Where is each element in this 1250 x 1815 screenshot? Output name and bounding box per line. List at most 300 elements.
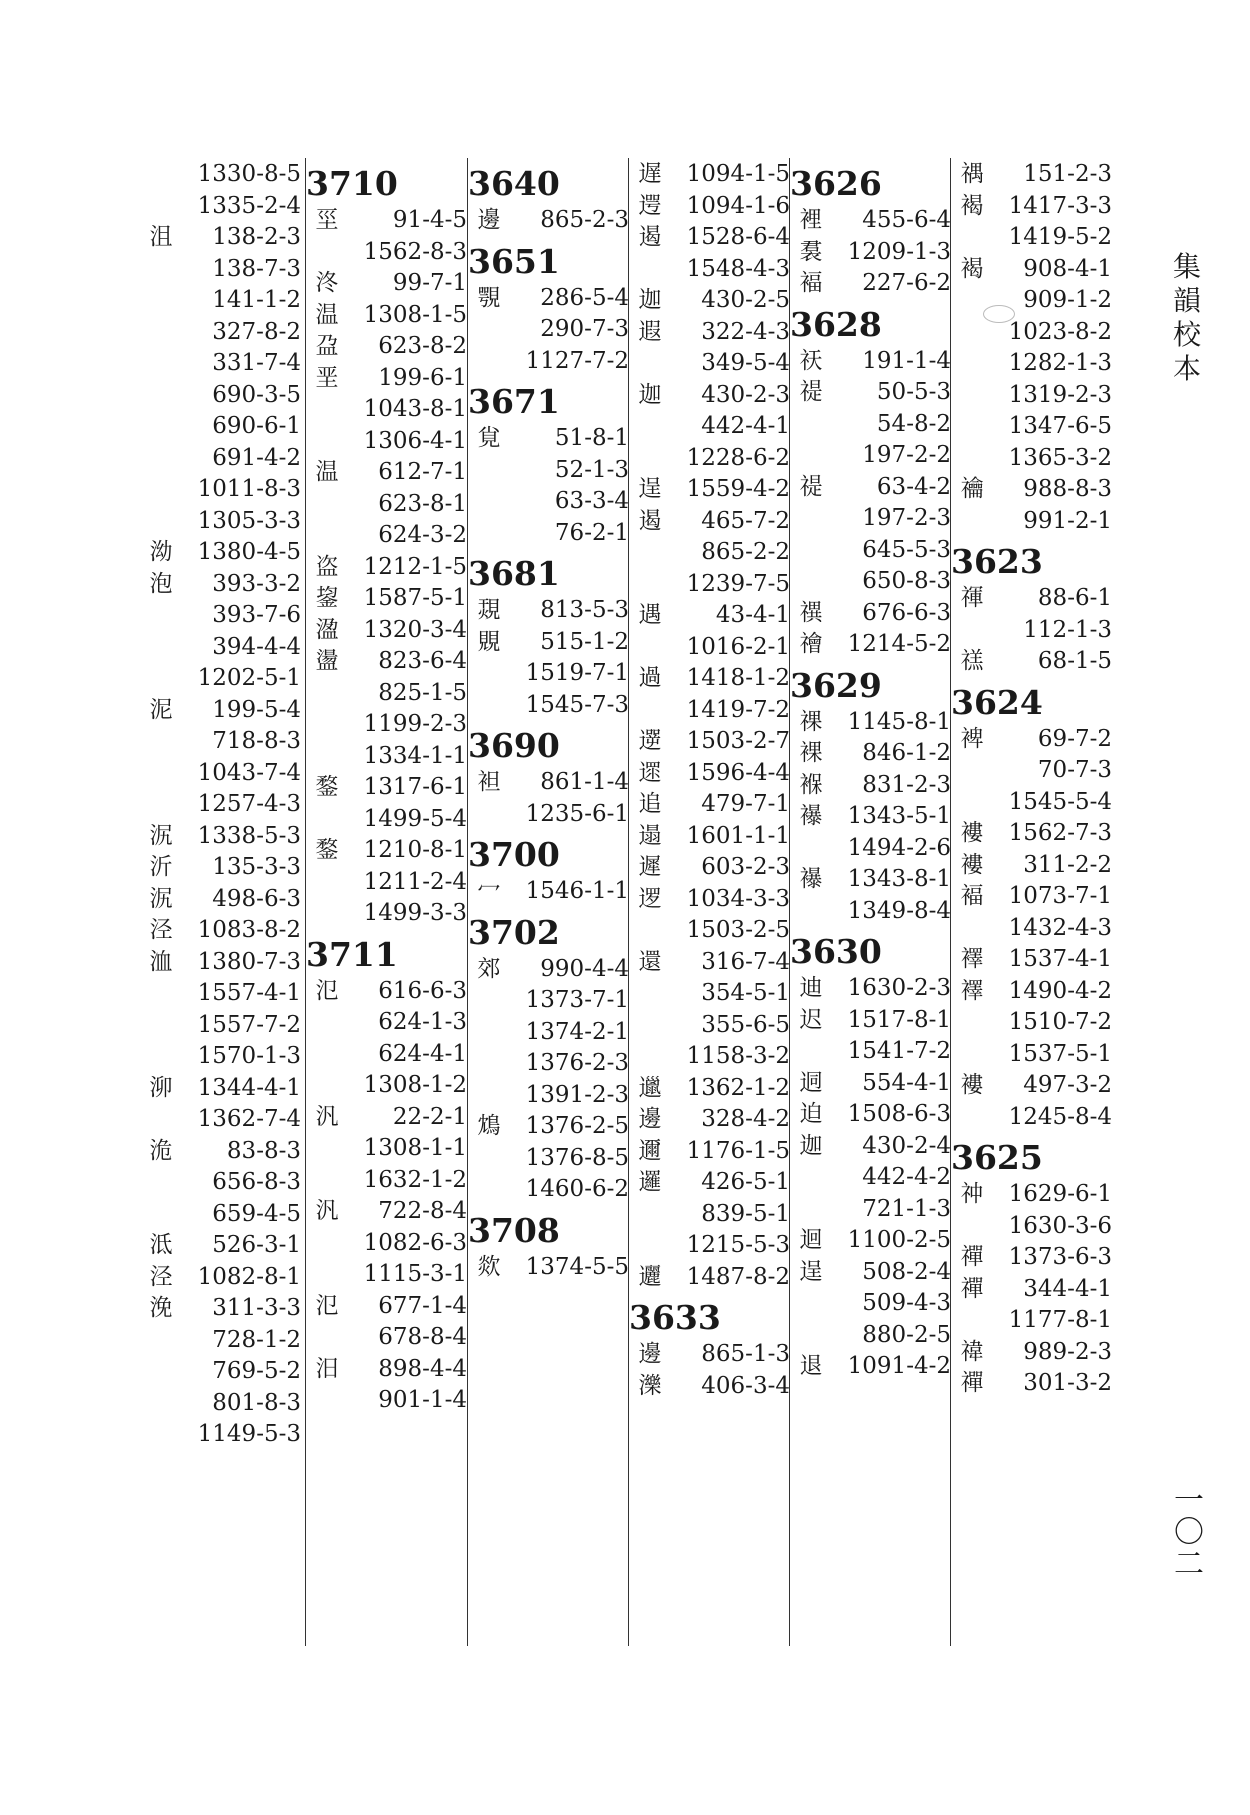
headword-character: 泡 (149, 570, 173, 597)
headword-character: 泾 (149, 1263, 173, 1290)
page-reference: 1559-4-2 (686, 476, 790, 502)
page-reference: 498-6-3 (212, 885, 301, 912)
page-reference: 151-2-3 (1023, 161, 1112, 187)
page-reference: 813-5-3 (540, 597, 629, 623)
headword-character: 追 (638, 791, 662, 817)
headword-character: 袒 (477, 769, 501, 795)
section-heading: 3671 (468, 382, 560, 421)
page-reference: 1503-2-5 (686, 917, 790, 943)
page-reference: 1419-7-2 (686, 696, 790, 723)
headword-character: 覞 (477, 628, 501, 655)
page-reference: 1335-2-4 (197, 192, 301, 219)
headword-character: 遐 (638, 318, 662, 345)
page-reference: 624-1-3 (378, 1009, 467, 1035)
page-reference: 612-7-1 (378, 459, 467, 485)
headword-character: 禴 (960, 476, 984, 502)
page-reference: 1629-6-1 (1008, 1181, 1112, 1207)
headword-character: 泥 (149, 696, 173, 723)
page-reference: 1490-4-2 (1008, 977, 1112, 1004)
page-reference: 991-2-1 (1023, 507, 1112, 534)
page-reference: 690-6-1 (212, 413, 301, 439)
page-reference: 1460-6-2 (525, 1176, 629, 1202)
page-reference: 1149-5-3 (197, 1421, 301, 1447)
page-reference: 1228-6-2 (686, 444, 790, 471)
page-reference: 1215-5-3 (686, 1232, 790, 1258)
page-reference: 526-3-1 (212, 1232, 301, 1258)
page-reference: 1127-7-2 (525, 347, 629, 374)
headword-character: 禪 (960, 1244, 984, 1270)
headword-character: 遲 (638, 854, 662, 880)
headword-character: 迴 (799, 1227, 823, 1253)
page-reference: 69-7-2 (1037, 725, 1112, 752)
headword-character: 遏 (638, 507, 662, 534)
page-reference: 1508-6-3 (847, 1101, 951, 1127)
page-reference: 227-6-2 (862, 270, 951, 296)
page-reference: 1537-5-1 (1008, 1040, 1112, 1067)
page-reference: 1494-2-6 (847, 834, 951, 861)
headword-character: 邊 (638, 1106, 662, 1132)
page-reference: 801-8-3 (212, 1389, 301, 1416)
headword-character: 邐 (638, 1263, 662, 1290)
page-reference: 1317-6-1 (363, 774, 467, 800)
page-reference: 624-3-2 (378, 522, 467, 548)
page-reference: 430-2-3 (701, 381, 790, 408)
headword-character: 裠 (799, 238, 823, 265)
headword-character: 洈 (149, 1137, 173, 1164)
page-reference: 479-7-1 (701, 791, 790, 817)
headword-character: 襗 (960, 946, 984, 972)
page-reference: 1548-4-3 (686, 255, 790, 282)
page-reference: 1499-5-4 (363, 805, 467, 832)
page-reference: 509-4-3 (862, 1290, 951, 1316)
headword-character: 退 (799, 1353, 823, 1379)
page-reference: 1499-3-3 (363, 900, 467, 926)
page-reference: 54-8-2 (876, 410, 951, 437)
index-entry (629, 1259, 792, 1295)
page-reference: 1528-6-4 (686, 224, 790, 250)
index-entry (306, 895, 469, 931)
page-reference: 50-5-3 (876, 379, 951, 405)
page-reference: 1199-2-3 (363, 711, 467, 737)
page-reference: 1557-7-2 (197, 1011, 301, 1038)
page-reference: 311-2-2 (1023, 851, 1112, 878)
page-reference: 442-4-1 (701, 413, 790, 439)
page-reference: 1562-8-3 (363, 238, 467, 265)
page-reference: 1601-1-1 (686, 822, 790, 849)
index-entry (790, 893, 953, 929)
page-reference: 880-2-5 (862, 1321, 951, 1348)
page-reference: 331-7-4 (212, 350, 301, 376)
index-column (140, 160, 303, 1640)
page-reference: 1545-7-3 (525, 691, 629, 718)
page-reference: 1023-8-2 (1008, 318, 1112, 345)
headword-character: 浼 (149, 1295, 173, 1321)
index-entry (468, 873, 631, 909)
section-heading: 3640 (468, 164, 560, 203)
headword-character: 迦 (799, 1132, 823, 1159)
headword-character: 邋 (638, 1074, 662, 1101)
page-reference: 1510-7-2 (1008, 1009, 1112, 1035)
page-reference: 88-6-1 (1037, 585, 1112, 611)
page-reference: 1343-8-1 (847, 866, 951, 892)
headword-character: 迪 (799, 975, 823, 1001)
page-reference: 354-5-1 (701, 980, 790, 1006)
page-reference: 1016-2-1 (686, 633, 790, 660)
page-reference: 199-5-4 (212, 696, 301, 723)
page-reference: 497-3-2 (1023, 1072, 1112, 1098)
page-reference: 76-2-1 (554, 519, 629, 546)
page-reference: 1176-1-5 (686, 1137, 790, 1164)
page-reference: 1349-8-4 (847, 897, 951, 924)
page-reference: 769-5-2 (212, 1358, 301, 1384)
headword-character: 氾 (315, 1292, 339, 1319)
headword-character: 邇 (638, 1137, 662, 1164)
headword-character: 迦 (638, 287, 662, 313)
page-reference: 328-4-2 (701, 1106, 790, 1132)
headword-character: 褐 (960, 192, 984, 219)
index-column (790, 160, 953, 1640)
headword-character: 祼 (799, 708, 823, 735)
index-entry (140, 1416, 303, 1452)
index-entry (951, 503, 1114, 539)
headword-character: 邏 (638, 1169, 662, 1195)
headword-character: 郊 (477, 955, 501, 982)
page-reference: 138-7-3 (212, 255, 301, 282)
headword-character: 沮 (149, 224, 173, 250)
index-entry (790, 1348, 953, 1384)
page-reference: 1344-4-1 (197, 1074, 301, 1101)
headword-character: 褓 (799, 771, 823, 798)
page-reference: 1362-7-4 (197, 1106, 301, 1132)
page-reference: 1347-6-5 (1008, 413, 1112, 439)
page-reference: 1235-6-1 (525, 800, 629, 827)
page-reference: 191-1-4 (862, 347, 951, 374)
page-reference: 1245-8-4 (1008, 1103, 1112, 1130)
headword-character: 汎 (315, 1198, 339, 1224)
page-reference: 1239-7-5 (686, 570, 790, 597)
page-reference: 68-1-5 (1037, 648, 1112, 674)
page-reference: 199-6-1 (378, 364, 467, 391)
index-entry (951, 1099, 1114, 1135)
headword-character: 迟 (799, 1006, 823, 1033)
headword-character: 遇 (638, 602, 662, 628)
section-heading: 3708 (468, 1210, 560, 1250)
page-reference: 1043-7-4 (197, 759, 301, 786)
page-reference: 718-8-3 (212, 728, 301, 754)
headword-character: 迫 (799, 1101, 823, 1127)
page-reference: 656-8-3 (212, 1169, 301, 1195)
headword-character: 褸 (960, 851, 984, 878)
headword-character: 遢 (638, 822, 662, 849)
headword-character: 遏 (638, 224, 662, 250)
page-reference: 677-1-4 (378, 1292, 467, 1319)
page-reference: 1306-4-1 (363, 427, 467, 454)
headword-character: 溋 (315, 616, 339, 643)
page-reference: 406-3-4 (701, 1372, 790, 1399)
headword-character: 覨 (477, 284, 501, 311)
page-reference: 650-8-3 (862, 568, 951, 594)
page-reference: 624-4-1 (378, 1040, 467, 1067)
section-heading: 3629 (790, 665, 882, 705)
page-reference: 1094-1-6 (686, 192, 790, 219)
page-reference: 316-7-4 (701, 948, 790, 975)
page-reference: 1570-1-3 (197, 1043, 301, 1069)
page-reference: 1376-2-5 (525, 1113, 629, 1139)
headword-character: 盗 (315, 553, 339, 580)
headword-character: 鍪 (315, 837, 339, 863)
page-reference: 1158-3-2 (686, 1043, 790, 1069)
section-heading: 3628 (790, 304, 882, 344)
page-reference: 1545-5-4 (1008, 788, 1112, 815)
page-reference: 112-1-3 (1023, 616, 1112, 643)
page-reference: 1282-1-3 (1008, 350, 1112, 376)
page-reference: 554-4-1 (862, 1069, 951, 1096)
headword-character: 冖 (477, 878, 501, 904)
page-reference: 393-3-2 (212, 570, 301, 597)
page-reference: 1374-2-1 (525, 1018, 629, 1045)
page-reference: 728-1-2 (212, 1326, 301, 1353)
headword-character: 祆 (799, 347, 823, 374)
page-reference: 1632-1-2 (363, 1166, 467, 1193)
page-reference: 1380-4-5 (197, 539, 301, 565)
page-reference: 311-3-3 (212, 1295, 301, 1321)
page-reference: 1391-2-3 (525, 1081, 629, 1108)
page-reference: 515-1-2 (540, 628, 629, 655)
page-reference: 898-4-4 (378, 1355, 467, 1382)
headword-character: 沂 (149, 854, 173, 880)
page-reference: 1091-4-2 (847, 1353, 951, 1379)
headword-character: 禬 (799, 631, 823, 657)
page-reference: 721-1-3 (862, 1195, 951, 1222)
page-reference: 825-1-5 (378, 679, 467, 706)
page-reference: 865-2-2 (701, 539, 790, 565)
headword-character: 逻 (638, 885, 662, 912)
headword-character: 過 (638, 665, 662, 691)
headword-character: 泖 (149, 1074, 173, 1101)
page-reference: 1308-1-5 (363, 301, 467, 328)
page-reference: 722-8-4 (378, 1198, 467, 1224)
page-reference: 1094-1-5 (686, 161, 790, 187)
headword-character: 覝 (477, 597, 501, 623)
page-reference: 442-4-2 (862, 1164, 951, 1190)
page-reference: 1503-2-7 (686, 728, 790, 754)
page-reference: 1082-8-1 (197, 1263, 301, 1290)
headword-character: 遝 (638, 759, 662, 786)
page-reference: 831-2-3 (862, 771, 951, 798)
page-reference: 1562-7-3 (1008, 820, 1112, 846)
page-reference: 197-2-3 (862, 505, 951, 531)
index-entry (468, 1171, 631, 1207)
page-reference: 623-8-2 (378, 333, 467, 359)
index-entry (468, 515, 631, 551)
index-column (629, 160, 792, 1640)
page-reference: 1343-5-1 (847, 803, 951, 829)
page-reference: 138-2-3 (212, 224, 301, 250)
page-reference: 51-8-1 (554, 425, 629, 451)
page-reference: 1308-1-2 (363, 1072, 467, 1098)
headword-character: 泜 (149, 1232, 173, 1258)
section-heading: 3690 (468, 726, 560, 765)
headword-character: 氾 (315, 977, 339, 1004)
page-reference: 1338-5-3 (197, 822, 301, 849)
page-reference: 1211-2-4 (363, 868, 467, 895)
headword-character: 禕 (960, 1338, 984, 1365)
page-reference: 1210-8-1 (363, 837, 467, 863)
headword-character: 泦 (149, 885, 173, 912)
page-reference: 603-2-3 (701, 854, 790, 880)
page-reference: 99-7-1 (392, 270, 467, 296)
page-reference: 645-5-3 (862, 536, 951, 563)
page-reference: 623-8-1 (378, 490, 467, 517)
page-reference: 1537-4-1 (1008, 946, 1112, 972)
index-entry (468, 687, 631, 723)
page-reference: 990-4-4 (540, 955, 629, 982)
headword-character: 垩 (315, 364, 339, 391)
headword-character: 還 (638, 948, 662, 975)
page-reference: 1083-8-2 (197, 917, 301, 943)
page-reference: 1043-8-1 (363, 396, 467, 422)
page-reference: 1587-5-1 (363, 585, 467, 611)
headword-character: 遻 (638, 728, 662, 754)
headword-character: 覍 (477, 425, 501, 451)
page-reference: 344-4-1 (1023, 1275, 1112, 1302)
headword-character: 裨 (960, 725, 984, 752)
page-reference: 901-1-4 (378, 1387, 467, 1413)
page-reference: 1376-8-5 (525, 1144, 629, 1171)
headword-character: 洫 (149, 948, 173, 975)
headword-character: 迵 (799, 1069, 823, 1096)
ink-smudge (983, 305, 1015, 323)
headword-character: 禑 (960, 161, 984, 187)
page-reference: 1373-6-3 (1008, 1244, 1112, 1270)
headword-character: 褔 (960, 883, 984, 909)
index-column (306, 160, 469, 1640)
book-title: 集韻校本 (1172, 250, 1201, 385)
section-heading: 3625 (951, 1138, 1043, 1177)
page-reference: 1417-3-3 (1008, 192, 1112, 219)
page-reference: 135-3-3 (212, 854, 301, 880)
page-reference: 70-7-3 (1037, 757, 1112, 783)
page-reference: 426-5-1 (701, 1169, 790, 1195)
headword-character: 襮 (799, 803, 823, 829)
headword-character: 邊 (638, 1341, 662, 1367)
page-reference: 1308-1-1 (363, 1135, 467, 1161)
page-reference: 1320-3-4 (363, 616, 467, 643)
headword-character: 泈 (315, 270, 339, 296)
page-reference: 678-8-4 (378, 1324, 467, 1350)
page-reference: 355-6-5 (701, 1011, 790, 1038)
headword-character: 裡 (799, 207, 823, 233)
headword-character: 鴆 (477, 1113, 501, 1139)
headword-character: 濼 (638, 1372, 662, 1399)
index-column (951, 160, 1114, 1640)
headword-character: 禈 (960, 585, 984, 611)
headword-character: 温 (315, 301, 339, 328)
page-reference: 1073-7-1 (1008, 883, 1112, 909)
page-reference: 430-2-4 (862, 1132, 951, 1159)
page-reference: 1177-8-1 (1008, 1307, 1112, 1333)
headword-character: 遅 (638, 161, 662, 187)
page-reference: 1557-4-1 (197, 980, 301, 1006)
headword-character: 禪 (960, 1370, 984, 1396)
page-reference: 1330-8-5 (197, 161, 301, 187)
index-entry (951, 1365, 1114, 1401)
section-heading: 3633 (629, 1298, 721, 1337)
page-reference: 988-8-3 (1023, 476, 1112, 502)
page-reference: 690-3-5 (212, 381, 301, 408)
page-reference: 1115-3-1 (363, 1261, 467, 1287)
page-reference: 1376-2-3 (525, 1050, 629, 1076)
page-reference: 1374-5-5 (525, 1253, 629, 1280)
page-reference: 286-5-4 (540, 284, 629, 311)
index-column (468, 160, 631, 1640)
section-heading: 3624 (951, 682, 1043, 722)
page-reference: 1546-1-1 (525, 878, 629, 904)
headword-character: 汎 (315, 1103, 339, 1130)
headword-character: 盪 (315, 648, 339, 674)
headword-character: 禔 (799, 473, 823, 500)
headword-character: 褔 (799, 270, 823, 296)
page-reference: 659-4-5 (212, 1200, 301, 1227)
headword-character: 逞 (799, 1258, 823, 1285)
headword-character: 坙 (315, 207, 339, 233)
page-reference: 676-6-3 (862, 599, 951, 626)
index-entry (468, 202, 631, 238)
headword-character: 温 (315, 459, 339, 485)
page-reference: 1519-7-1 (525, 660, 629, 686)
page-reference: 141-1-2 (212, 287, 301, 313)
headword-character: 汨 (315, 1355, 339, 1382)
page-reference: 393-7-6 (212, 602, 301, 628)
headword-character: 祌 (960, 1181, 984, 1207)
headword-character: 禚 (960, 648, 984, 674)
page-reference: 1034-3-3 (686, 885, 790, 912)
headword-character: 襮 (799, 866, 823, 892)
page-reference: 430-2-5 (701, 287, 790, 313)
page-reference: 1541-7-2 (847, 1038, 951, 1064)
page-reference: 823-6-4 (378, 648, 467, 674)
page-reference: 1487-8-2 (686, 1263, 790, 1290)
index-entry (951, 643, 1114, 679)
page-reference: 63-3-4 (554, 488, 629, 514)
page-reference: 91-4-5 (392, 207, 467, 233)
headword-character: 鋆 (315, 585, 339, 611)
section-heading: 3702 (468, 912, 560, 952)
page-reference: 865-2-3 (540, 207, 629, 233)
page-reference: 197-2-2 (862, 442, 951, 468)
headword-character: 鍪 (315, 774, 339, 800)
headword-character: 迦 (638, 381, 662, 408)
page-reference: 1209-1-3 (847, 238, 951, 265)
headword-character: 欻 (477, 1253, 501, 1280)
page-reference: 1082-6-3 (363, 1229, 467, 1256)
index-entry (790, 626, 953, 662)
page-reference: 1100-2-5 (847, 1227, 951, 1253)
page-reference: 508-2-4 (862, 1258, 951, 1285)
page-reference: 909-1-2 (1023, 287, 1112, 313)
headword-character: 裸 (799, 740, 823, 766)
index-entry (468, 1249, 631, 1285)
section-heading: 3710 (306, 164, 398, 203)
headword-character: 禔 (799, 379, 823, 405)
page-reference: 1630-2-3 (847, 975, 951, 1001)
page-reference: 43-4-1 (715, 602, 790, 628)
section-heading: 3651 (468, 241, 560, 281)
page-reference: 1257-4-3 (197, 791, 301, 817)
page-reference: 394-4-4 (212, 633, 301, 660)
page-reference: 327-8-2 (212, 318, 301, 345)
page-reference: 1380-7-3 (197, 948, 301, 975)
